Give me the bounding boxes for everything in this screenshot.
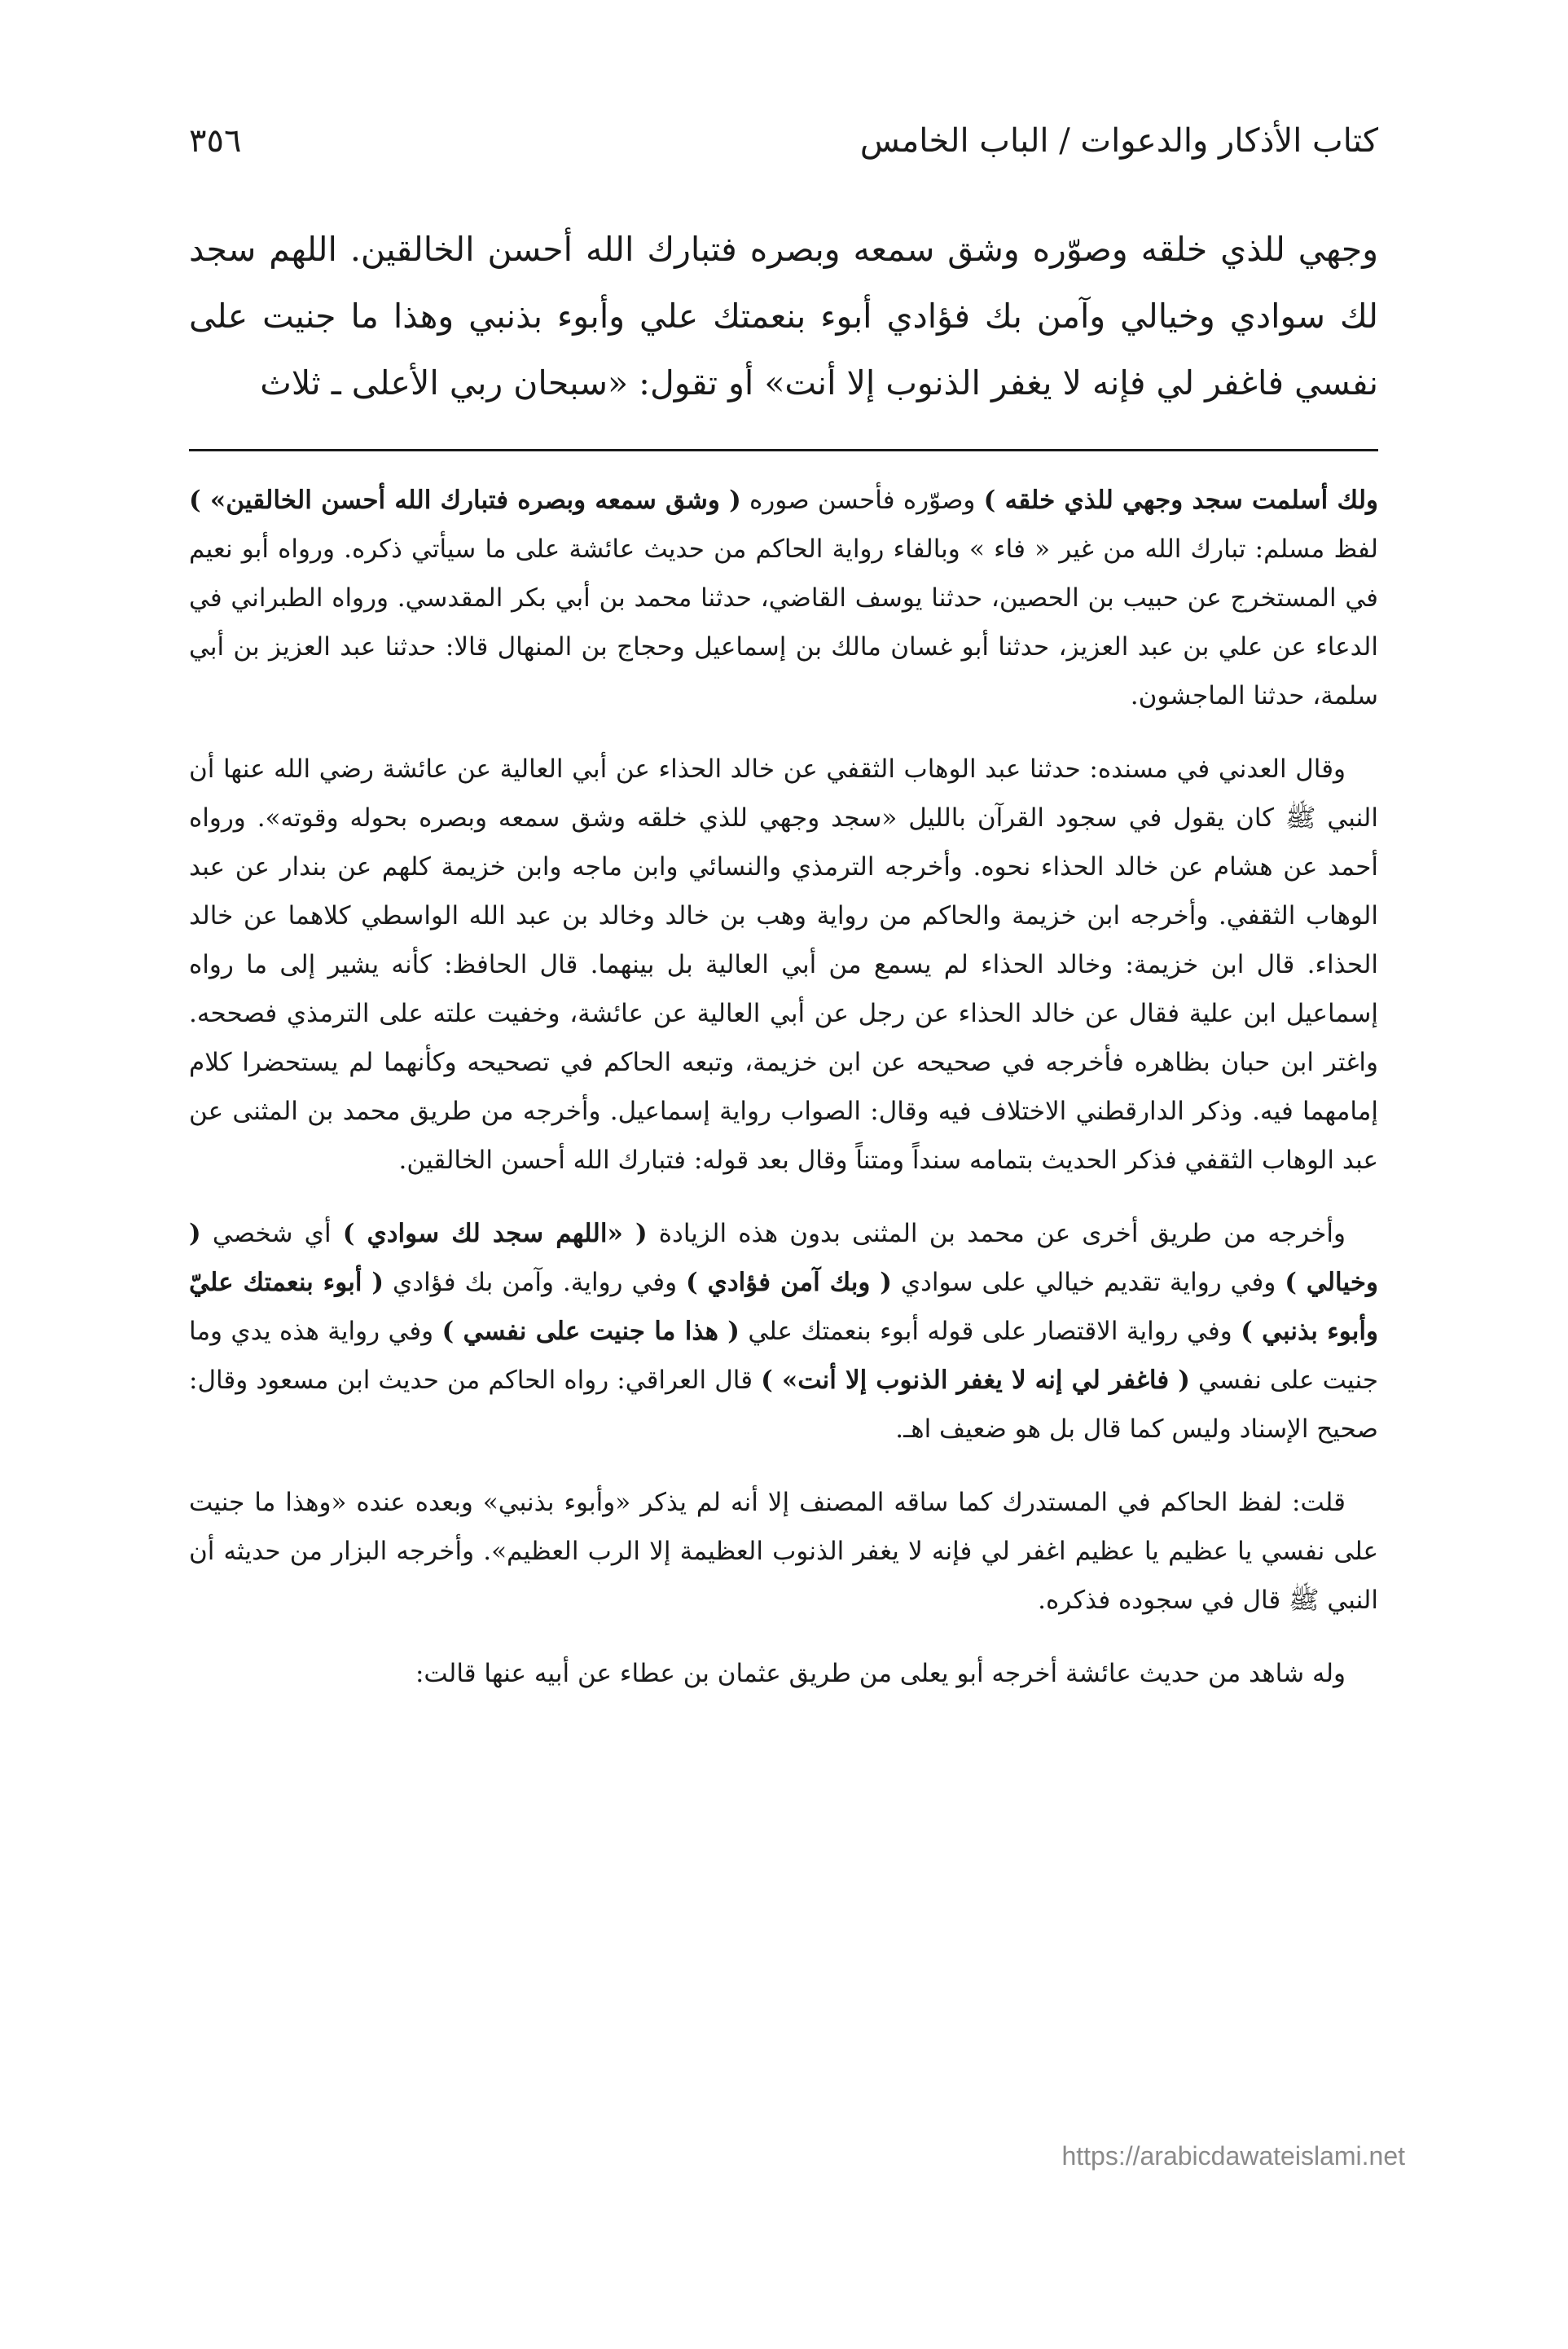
book-page: [189, 122, 1378, 1722]
bold-phrase: ( أبوء بنعمتك عليّ وأبوء بذنبي ): [189, 1268, 1378, 1346]
commentary-paragraph-4: قلت: لفظ الحاكم في المستدرك كما ساقه المصنف إلا أنه لم يذكر «وأبوء بذنبي» وبعده عنده «وهذا ما جنيت على نفسي يا عظيم يا عظيم اغفر لي فإنه لا يغفر الذنوب العظيمة إلا الرب العظيم». وأخرجه البزار من حديثه أن النبي ﷺ قال في سجوده فذكره.: [189, 1488, 1378, 1615]
main-text: وجهي للذي خلقه وصوّره وشق سمعه وبصره فتبارك الله أحسن الخالقين. اللهم سجد لك سوادي وخيالي وآمن بك فؤادي أبوء بنعمتك علي وأبوء بذنبي وهذا ما جنيت على نفسي فاغفر لي فإنه لا يغفر الذنوب إلا أنت» أو تقول: «سبحان ربي الأعلى ـ ثلاث: [189, 230, 1378, 402]
bold-phrase: ( فاغفر لي إنه لا يغفر الذنوب إلا أنت» ): [761, 1366, 1190, 1395]
bold-phrase: ولك أسلمت سجد وجهي للذي خلقه ): [983, 486, 1378, 515]
bold-phrase: ( هذا ما جنيت على نفسي ): [441, 1317, 740, 1346]
bold-phrase: ( وبك آمن فؤادي ): [686, 1268, 892, 1297]
bold-phrase: ( وخيالي ): [189, 1219, 1378, 1297]
running-title: كتاب الأذكار والدعوات / الباب الخامس: [859, 122, 1378, 160]
bold-phrase: ( وشق سمعه وبصره فتبارك الله أحسن الخالقين» ): [189, 486, 741, 515]
page-number: ٣٥٦: [189, 122, 242, 160]
text-span: قال العراقي: رواه الحاكم من حديث ابن مسعود وقال: صحيح الإسناد وليس كما قال بل هو ضعيف اهـ.: [189, 1366, 1378, 1444]
commentary-paragraph-2: وقال العدني في مسنده: حدثنا عبد الوهاب الثقفي عن خالد الحذاء عن أبي العالية عن عائشة رضي الله عنها أن النبي ﷺ كان يقول في سجود القرآن بالليل «سجد وجهي للذي خلقه وشق سمعه وبصره بحوله وقوته». ورواه أحمد عن هشام عن خالد الحذاء نحوه. وأخرجه الترمذي والنسائي وابن ماجه وابن خزيمة كلهم عن بندار عن عبد الوهاب الثقفي. وأخرجه ابن خزيمة والحاكم من رواية وهب بن خالد وخالد بن عبد الله الواسطي كلاهما عن خالد الحذاء. قال ابن خزيمة: وخالد الحذاء لم يسمع من أبي العالية بل بينهما. قال الحافظ: كأنه يشير إلى ما رواه إسماعيل ابن علية فقال عن خالد الحذاء عن رجل عن أبي العالية عن عائشة، وخفيت علته على الترمذي فصححه. واغتر ابن حبان بظاهره فأخرجه في صحيحه عن ابن خزيمة، وتبعه الحاكم في تصحيحه وكأنهما لم يستحضرا كلام إمامهما فيه. وذكر الدارقطني الاختلاف فيه وقال: الصواب رواية إسماعيل. وأخرجه من طريق محمد بن المثنى عن عبد الوهاب الثقفي فذكر الحديث بتمامه سنداً ومتناً وقال بعد قوله: فتبارك الله أحسن الخالقين.: [189, 754, 1378, 1175]
watermark-url: https://arabicdawateislami.net: [1061, 2141, 1405, 2171]
commentary: [189, 476, 1378, 1698]
page-header: [189, 122, 1378, 171]
commentary-paragraph-5: وله شاهد من حديث عائشة أخرجه أبو يعلى من طريق عثمان بن عطاء عن أبيه عنها قالت:: [415, 1659, 1346, 1688]
footnote-divider: [189, 449, 1378, 451]
commentary-paragraph-3: [189, 1209, 1378, 1454]
text-span: وأخرجه من طريق أخرى عن محمد بن المثنى بدون هذه الزيادة: [647, 1219, 1346, 1248]
text-span: وفي رواية تقديم خيالي على سوادي: [891, 1268, 1285, 1297]
text-span: وصوّره فأحسن صوره: [740, 486, 984, 515]
text-span: لفظ مسلم: تبارك الله من غير « فاء » وبالفاء رواية الحاكم من حديث عائشة على ما سيأتي ذكره. ورواه أبو نعيم في المستخرج عن حبيب بن الحصين، حدثنا يوسف القاضي، حدثنا محمد بن أبي بكر المقدسي. ورواه الطبراني في الدعاء عن علي بن عبد العزيز، حدثنا أبو غسان مالك بن إسماعيل وحجاج بن المنهال قالا: حدثنا عبد العزيز بن أبي سلمة، حدثنا الماجشون.: [189, 534, 1378, 710]
text-span: وفي رواية. وآمن بك فؤادي: [384, 1268, 687, 1297]
bold-phrase: ( «اللهم سجد لك سوادي ): [342, 1219, 648, 1248]
text-span: وفي رواية هذه يدي وما جنيت على نفسي: [189, 1317, 1378, 1395]
text-span: أي شخصي: [200, 1219, 343, 1248]
commentary-paragraph-1: [189, 476, 1378, 720]
text-span: وفي رواية الاقتصار على قوله أبوء بنعمتك علي: [739, 1317, 1241, 1346]
